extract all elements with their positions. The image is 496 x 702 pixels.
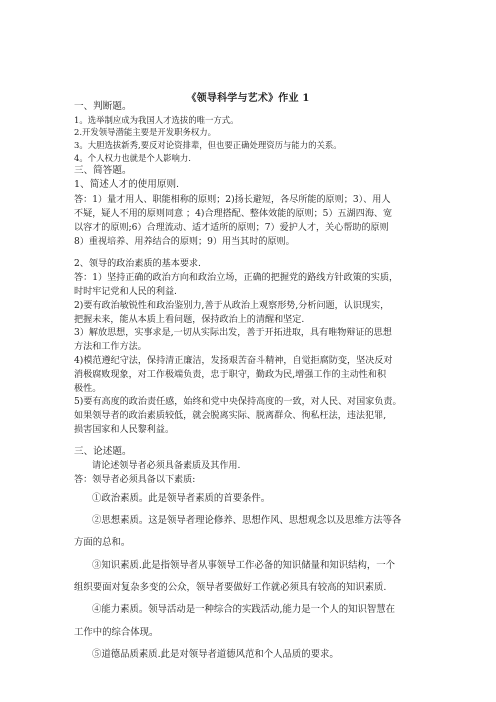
answer-2-line-5: 3）解放思想，实事求是,一切从实际出发，善于开拓进取，具有唯物辩证的思想 xyxy=(74,328,392,338)
answer-2-line-6: 方法和工作方法。 xyxy=(74,342,147,352)
answer-2-line-3: 2)要有政治敏锐性和政治鉴别力,善于从政治上观察形势,分析问题，认识现实， xyxy=(74,301,390,311)
essay-answer-intro: 答：领导者必须具备以下素质: xyxy=(74,475,196,485)
section-heading-judgement: 一、判断题。 xyxy=(74,101,132,112)
answer-1-line-2: 不疑，疑人不用的原则同意 ；4)合理搭配、整体效能的原则；5）五湖四海、宽 xyxy=(74,209,393,219)
essay-point-4-line-2: 工作中的综合体现。 xyxy=(74,627,159,638)
section-heading-essay: 三、论述题。 xyxy=(74,446,132,457)
essay-point-2-line-2: 方面的总和。 xyxy=(74,537,131,548)
essay-point-3-line-1: ③知识素质.此是指领导者从事领导工作必备的知识储量和知识结构，一个 xyxy=(92,560,395,571)
judgement-item-1: 1。选举制应成为我国人才选拔的唯一方式。 xyxy=(74,115,239,125)
judgement-item-4: 4。个人权力也就是个人影响力. xyxy=(74,153,191,163)
essay-question: 请论述领导者必须具备素质及其作用. xyxy=(92,461,241,471)
answer-2-line-11: 如果领导者的政治素质较低，就会脱离实际、脱离群众、徇私枉法，违法犯罪, xyxy=(74,411,387,421)
answer-2-line-1: 答：1）坚持正确的政治方向和政治立场，正确的把握党的路线方针政策的实质， xyxy=(74,273,399,283)
answer-2-line-12: 损害国家和人民黎利益。 xyxy=(74,425,175,435)
essay-point-2-line-1: ②思想素质。这是领导者理论修养、思想作风、思想观念以及思维方法等各 xyxy=(92,515,402,526)
answer-1-line-4: 8）重视培养、用养结合的原则；9）用当其时的原则。 xyxy=(74,237,295,247)
answer-2-line-8: 消极腐败现象，对工作极端负责，忠于职守，勤政为民,增强工作的主动性和积 xyxy=(74,370,387,380)
document-title: 《领导科学与艺术》作业 1 xyxy=(186,93,310,104)
answer-2-line-7: 4)模范遵纪守法，保持清正廉洁，发扬艰苦奋斗精神，自觉拒腐防变，坚决反对 xyxy=(74,356,393,366)
answer-1-line-3: 以容才的原则;6）合理流动、适才适所的原则；7）爱护人才，关心帮助的原则 xyxy=(74,223,389,233)
answer-2-line-10: 5)要有高度的政治责任感，始终和党中央保持高度的一致，对人民、对国家负责。 xyxy=(74,397,402,407)
judgement-item-3: 3。大胆选拔新秀,要反对论资排辈，但也要正确处理资历与能力的关系。 xyxy=(74,140,342,150)
essay-point-5: ⑤道德品质素质.此是对领导者道德风范和个人品质的要求。 xyxy=(92,649,339,660)
answer-2-line-4: 把握未来，能从本质上看问题，保持政治上的清醒和坚定. xyxy=(74,315,305,325)
answer-2-line-9: 极性。 xyxy=(74,384,102,394)
essay-point-1: ①政治素质。此是领导者素质的首要条件。 xyxy=(92,493,271,504)
judgement-item-2: 2.开发领导潜能主要是开发职务权力。 xyxy=(74,127,216,137)
section-heading-short-answer: 三、简答题。 xyxy=(74,165,132,176)
answer-2-line-2: 时时牢记党和人民的利益. xyxy=(74,287,177,297)
question-1: 1、简述人才的使用原则. xyxy=(74,179,180,190)
essay-point-4-line-1: ④能力素质。领导活动是一种综合的实践活动,能力是一个人的知识智慧在 xyxy=(92,604,395,615)
question-2: 2、领导的政治素质的基本要求. xyxy=(74,259,201,269)
answer-1-line-1: 答：1）量才用人、职能相称的原则；2)扬长避短，各尽所能的原则；3）、用人 xyxy=(74,195,391,205)
essay-point-3-line-2: 组织要面对复杂多变的公众，领导者要做好工作就必须具有较高的知识素质. xyxy=(74,582,387,593)
